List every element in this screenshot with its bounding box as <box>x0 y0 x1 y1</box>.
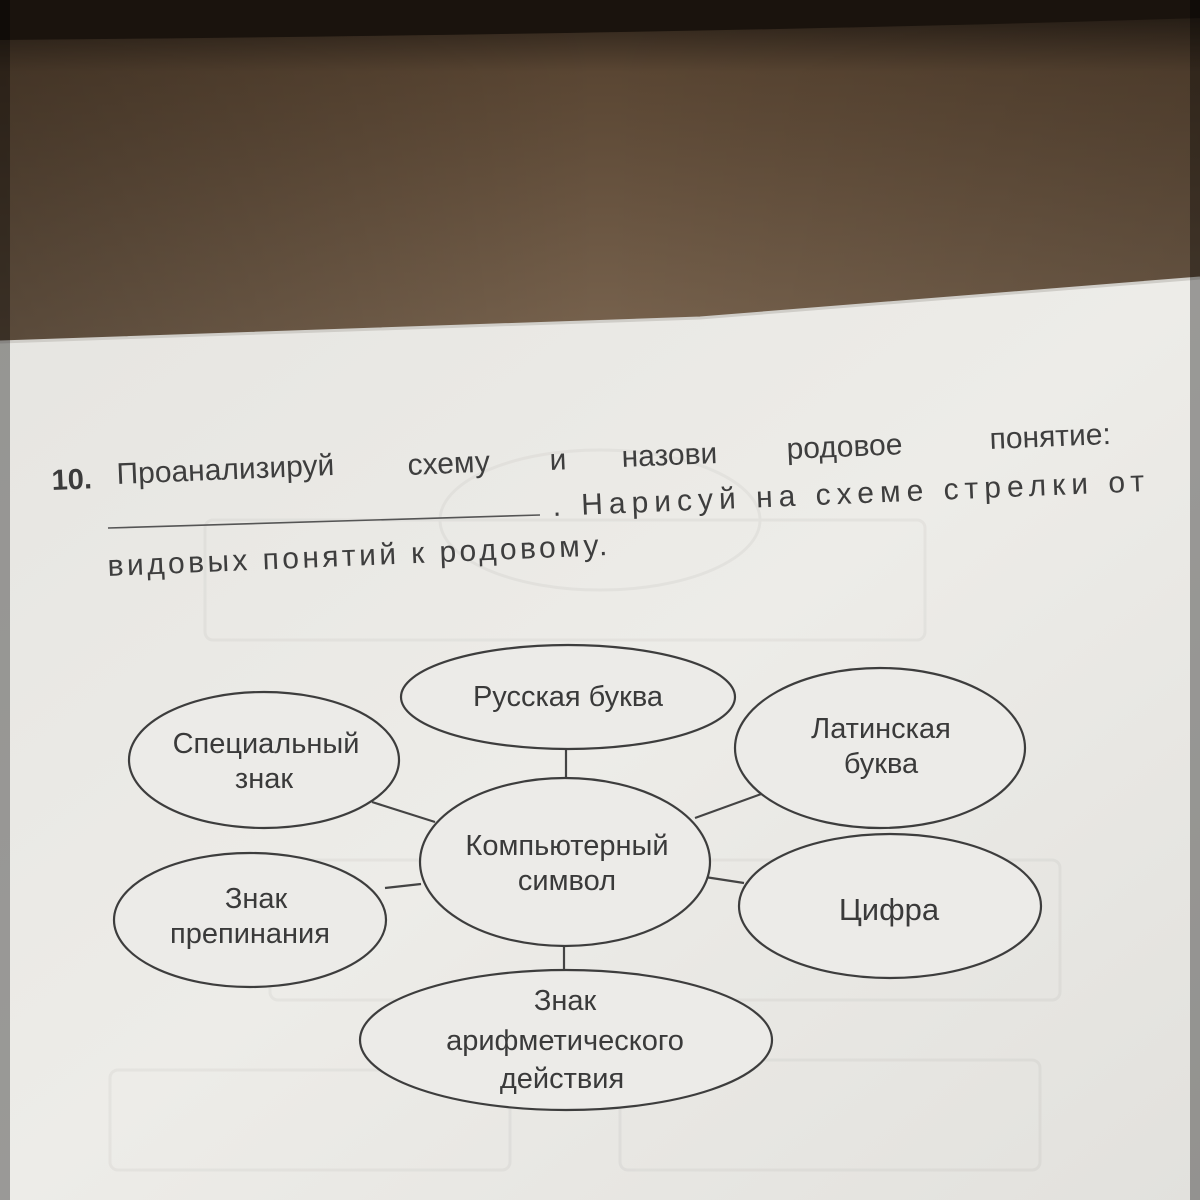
node-center-line-1: Компьютерный <box>465 830 669 862</box>
node-special-sign-line-2: знак <box>234 763 294 795</box>
task-line-3: видовых понятий к родовому. <box>106 529 608 583</box>
node-punctuation-mark <box>114 853 386 987</box>
node-russian-letter <box>401 645 735 749</box>
task-word-4: назови <box>620 437 718 474</box>
node-ellipse-center <box>420 778 710 946</box>
node-arithmetic-sign-line-2: арифметического <box>446 1025 684 1057</box>
node-special-sign <box>129 692 399 828</box>
task-word-5: родовое <box>785 428 904 466</box>
task-number: 10. <box>50 463 93 497</box>
node-ellipse-special-sign <box>129 692 399 828</box>
photo-vignette-left <box>0 0 10 1200</box>
node-center-line-2: символ <box>517 865 617 897</box>
node-punctuation-mark-line-1: Знак <box>224 883 288 915</box>
node-digit <box>739 834 1041 978</box>
node-digit-line-1: Цифра <box>838 892 940 927</box>
node-latin-letter <box>735 668 1025 828</box>
node-arithmetic-sign-line-1: Знак <box>533 985 597 1017</box>
task-word-1: Проанализируй <box>115 448 335 491</box>
node-arithmetic-sign <box>360 970 772 1110</box>
node-latin-letter-line-1: Латинская <box>811 713 951 745</box>
task-line-2: . Нарисуй на схеме стрелки от <box>551 465 1145 523</box>
node-punctuation-mark-line-2: препинания <box>170 918 330 950</box>
task-word-2: схему <box>406 445 491 482</box>
node-latin-letter-line-2: буква <box>843 748 919 780</box>
node-arithmetic-sign-line-3: действия <box>499 1063 625 1095</box>
node-russian-letter-line-1: Русская буква <box>472 681 664 713</box>
task-word-3: и <box>548 443 568 477</box>
photo-vignette-right <box>1190 0 1200 1200</box>
node-special-sign-line-1: Специальный <box>172 728 360 760</box>
task-word-6: понятие: <box>988 417 1112 456</box>
node-computer-symbol <box>420 778 710 946</box>
